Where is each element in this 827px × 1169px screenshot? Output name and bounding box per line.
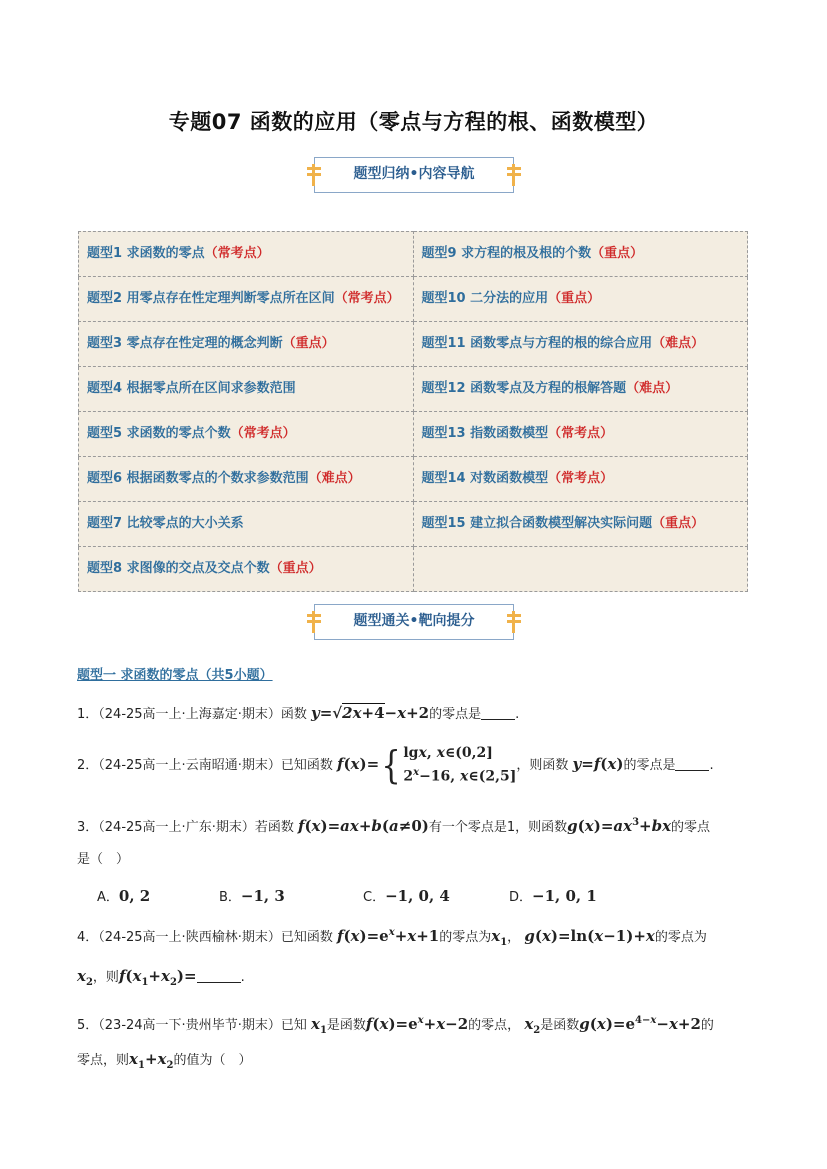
nav-row bbox=[79, 367, 748, 412]
answer-blank[interactable] bbox=[197, 968, 241, 983]
nav-row bbox=[79, 547, 748, 592]
nav-item-label: 题型6 根据函数零点的个数求参数范围 bbox=[87, 471, 309, 486]
option-c[interactable]: C．−1, 0, 4 bbox=[363, 887, 450, 905]
page-title: 专题07 函数的应用（零点与方程的根、函数模型） bbox=[168, 110, 659, 134]
nav-item[interactable] bbox=[413, 412, 748, 457]
nav-item[interactable] bbox=[413, 322, 748, 367]
question-2: 2．（24-25高一上·云南昭通·期末）已知函数 f(x)={ lgx, x∈(0,2] $2^x-16$, x∈(2,5]，则函数 y=f(x)的零点是 . bbox=[77, 743, 714, 788]
option-d[interactable]: D．−1, 0, 1 bbox=[509, 887, 597, 905]
question-4-line2: $x_2$，则$f(x_1+x_2)=$ . bbox=[77, 967, 245, 988]
nav-item-label: 题型10 二分法的应用 bbox=[421, 291, 549, 306]
nav-item-label: 题型11 函数零点与方程的根的综合应用 bbox=[421, 336, 653, 351]
nav-item-label: 题型1 求函数的零点 bbox=[87, 246, 205, 261]
banner-deco-icon bbox=[307, 614, 321, 630]
nav-item-tag: （重点） bbox=[652, 516, 705, 531]
nav-item-tag: （常考点） bbox=[230, 426, 296, 441]
nav-item[interactable] bbox=[413, 367, 748, 412]
nav-item-label: 题型15 建立拟合函数模型解决实际问题 bbox=[421, 516, 653, 531]
nav-item[interactable] bbox=[413, 232, 748, 277]
nav-item-tag: （常考点） bbox=[548, 426, 614, 441]
nav-item-tag: （难点） bbox=[626, 381, 679, 396]
nav-item[interactable] bbox=[79, 412, 414, 457]
answer-blank[interactable] bbox=[675, 756, 709, 771]
banner-deco-icon bbox=[307, 167, 321, 183]
nav-item-label: 题型12 函数零点及方程的根解答题 bbox=[421, 381, 627, 396]
nav-item[interactable] bbox=[413, 457, 748, 502]
question-1: 1．（24-25高一上·上海嘉定·期末）函数 y=√2x+4−x+2的零点是 . bbox=[77, 704, 520, 722]
nav-item[interactable] bbox=[79, 367, 414, 412]
question-3-line2: 是（ ） bbox=[77, 852, 130, 867]
nav-row bbox=[79, 502, 748, 547]
nav-item-label: 题型13 指数函数模型 bbox=[421, 426, 549, 441]
nav-item-tag: （常考点） bbox=[548, 471, 614, 486]
question-3-options bbox=[77, 886, 757, 906]
nav-item-label: 题型9 求方程的根及根的个数 bbox=[421, 246, 592, 261]
question-5-line2: 零点，则$x_1+x_2$的值为（ ） bbox=[77, 1050, 252, 1071]
nav-item[interactable] bbox=[79, 277, 414, 322]
question-3: 3．（24-25高一上·广东·期末）若函数 f(x)=ax+b(a≠0)有一个零点是1，则函数$g(x)=ax^3+bx$的零点 bbox=[77, 817, 711, 835]
nav-item[interactable] bbox=[79, 457, 414, 502]
banner-practice-label: 题型通关•靶向提分 bbox=[353, 613, 475, 629]
nav-item-tag: （常考点） bbox=[204, 246, 270, 261]
nav-item-label: 题型2 用零点存在性定理判断零点所在区间 bbox=[87, 291, 335, 306]
option-a[interactable]: A．0, 2 bbox=[97, 887, 151, 905]
nav-item[interactable] bbox=[79, 502, 414, 547]
banner-nav bbox=[314, 157, 514, 193]
nav-item-label: 题型3 零点存在性定理的概念判断 bbox=[87, 336, 283, 351]
nav-item-tag: （重点） bbox=[282, 336, 335, 351]
nav-item-label: 题型14 对数函数模型 bbox=[421, 471, 549, 486]
nav-item-tag: （重点） bbox=[591, 246, 644, 261]
nav-row bbox=[79, 277, 748, 322]
option-b[interactable]: B．−1, 3 bbox=[219, 887, 285, 905]
banner-deco-icon bbox=[507, 614, 521, 630]
nav-item-tag: （重点） bbox=[269, 561, 322, 576]
answer-blank[interactable] bbox=[481, 705, 515, 720]
banner-practice bbox=[314, 604, 514, 640]
question-4: 4．（24-25高一上·陕西榆林·期末）已知函数 $f(x)=e^x+x+1$的零点为$x_1$， g(x)=ln(x−1)+x的零点为 bbox=[77, 927, 707, 948]
nav-item bbox=[413, 547, 748, 592]
nav-item[interactable] bbox=[79, 232, 414, 277]
nav-item[interactable] bbox=[413, 502, 748, 547]
nav-item-label: 题型5 求函数的零点个数 bbox=[87, 426, 231, 441]
nav-item[interactable] bbox=[79, 322, 414, 367]
nav-item-tag: （难点） bbox=[652, 336, 705, 351]
nav-item-label: 题型4 根据零点所在区间求参数范围 bbox=[87, 381, 296, 396]
nav-item-tag: （常考点） bbox=[334, 291, 400, 306]
nav-table bbox=[78, 231, 748, 592]
nav-row bbox=[79, 412, 748, 457]
nav-item-tag: （重点） bbox=[548, 291, 601, 306]
nav-row bbox=[79, 322, 748, 367]
banner-deco-icon bbox=[507, 167, 521, 183]
nav-item[interactable] bbox=[413, 277, 748, 322]
nav-item[interactable] bbox=[79, 547, 414, 592]
question-5: 5．（23-24高一下·贵州毕节·期末）已知 $x_1$是函数$f(x)=e^x+x-2$的零点， $x_2$是函数$g(x)=e^{4-x}-x+2$的 bbox=[77, 1015, 714, 1036]
nav-row bbox=[79, 232, 748, 277]
nav-item-tag: （难点） bbox=[308, 471, 361, 486]
nav-item-label: 题型8 求图像的交点及交点个数 bbox=[87, 561, 270, 576]
section-title: 题型一 求函数的零点（共5小题） bbox=[77, 668, 273, 683]
banner-nav-label: 题型归纳•内容导航 bbox=[353, 166, 475, 182]
nav-row bbox=[79, 457, 748, 502]
nav-item-label: 题型7 比较零点的大小关系 bbox=[87, 516, 244, 531]
